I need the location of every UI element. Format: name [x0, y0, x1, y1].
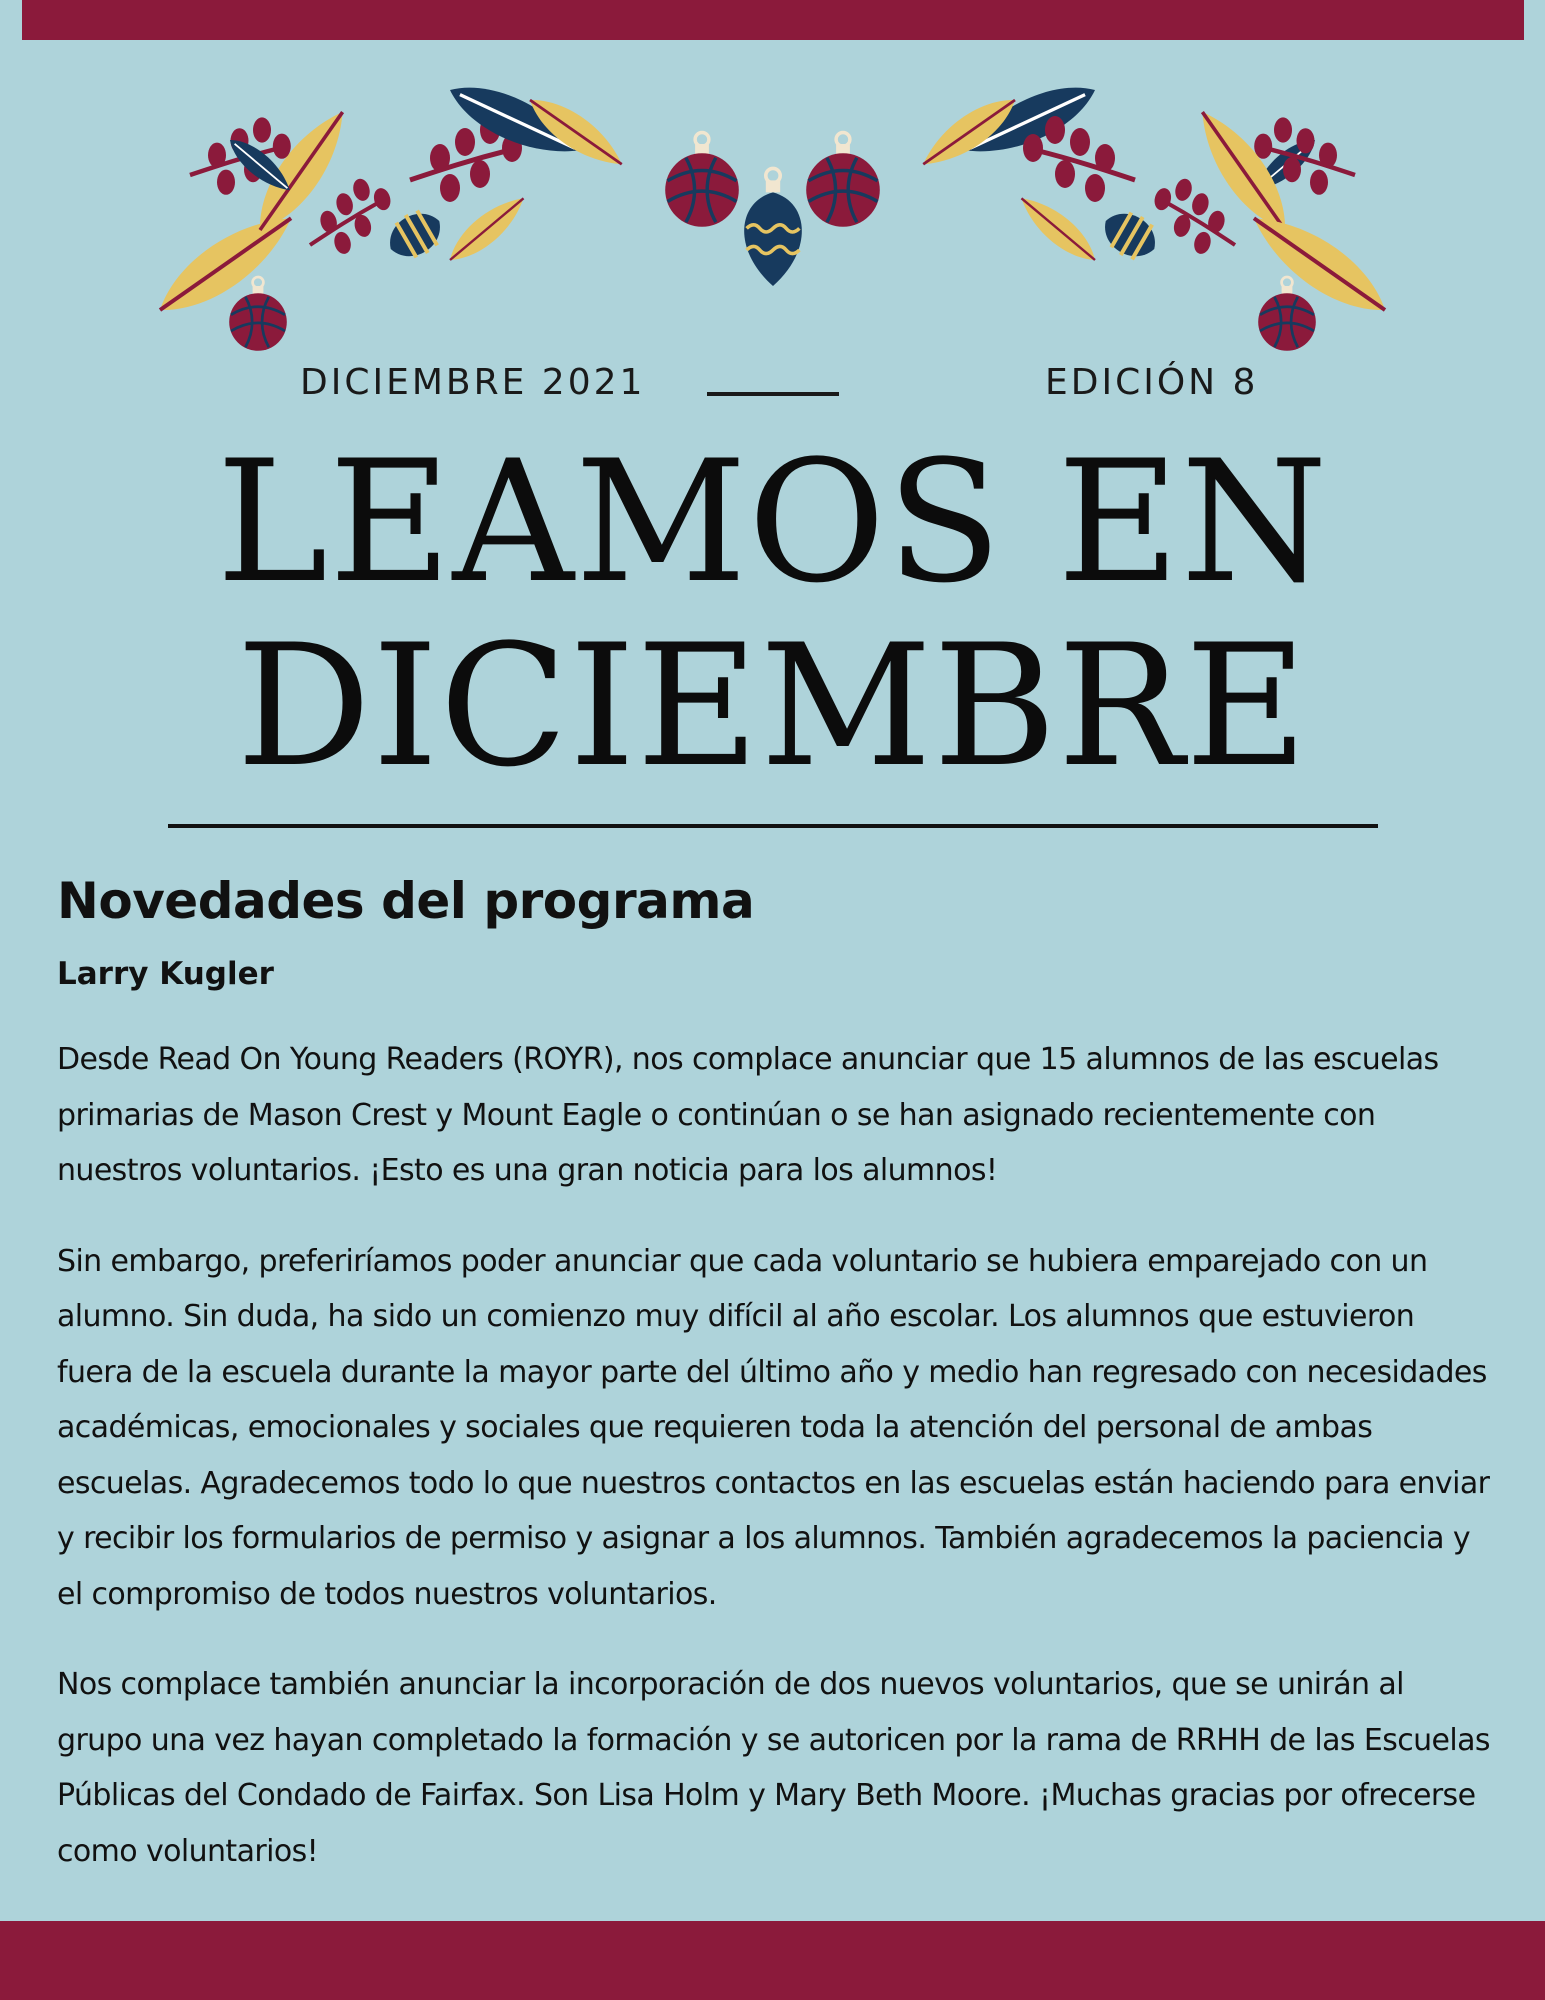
issue-meta-row	[0, 362, 1545, 422]
article-paragraph: Sin embargo, preferiríamos poder anunciar que cada voluntario se hubiera emparejado con un alumno. Sin duda, ha sido un comienzo muy difícil al año escolar. Los alumnos que estuvieron fuera de la escuela durante la mayor parte del último año y medio han regresado con necesidades académicas, emocionales y sociales que requieren toda la atención del personal de ambas escuelas. Agradecemos todo lo que nuestros contactos en las escuelas están haciendo para enviar y recibir los formularios de permiso y asignar a los alumnos. También agradecemos la paciencia y el compromiso de todos nuestros voluntarios.	[57, 1243, 1490, 1612]
article-paragraph: Desde Read On Young Readers (ROYR), nos complace anunciar que 15 alumnos de las escuelas primarias de Mason Crest y Mount Eagle o continúan o se han asignado recientemente con nuestros voluntarios. ¡Esto es una gran noticia para los alumnos!	[57, 1042, 1439, 1188]
article-author: Larry Kugler	[57, 956, 274, 992]
article-body	[57, 1032, 1497, 1914]
title-line-2: DICIEMBRE	[236, 608, 1309, 804]
meta-divider	[707, 392, 839, 396]
title-line-1: LEAMOS EN	[216, 424, 1329, 620]
christmas-garland-icon	[150, 60, 1395, 360]
bottom-accent-band	[0, 1921, 1545, 2000]
article-title: Novedades del programa	[57, 872, 755, 930]
top-accent-band	[22, 0, 1524, 40]
issue-edition: EDICIÓN 8	[1045, 362, 1259, 403]
title-divider	[168, 824, 1378, 828]
issue-date: DICIEMBRE 2021	[300, 362, 646, 403]
newsletter-title	[0, 424, 1545, 804]
article-paragraph: Nos complace también anunciar la incorporación de dos nuevos voluntarios, que se unirán al grupo una vez hayan completado la formación y se autoricen por la rama de RRHH de las Escuelas Públicas del Condado de Fairfax. Son Lisa Holm y Mary Beth Moore. ¡Muchas gracias por ofrecerse como voluntarios!	[57, 1667, 1490, 1869]
